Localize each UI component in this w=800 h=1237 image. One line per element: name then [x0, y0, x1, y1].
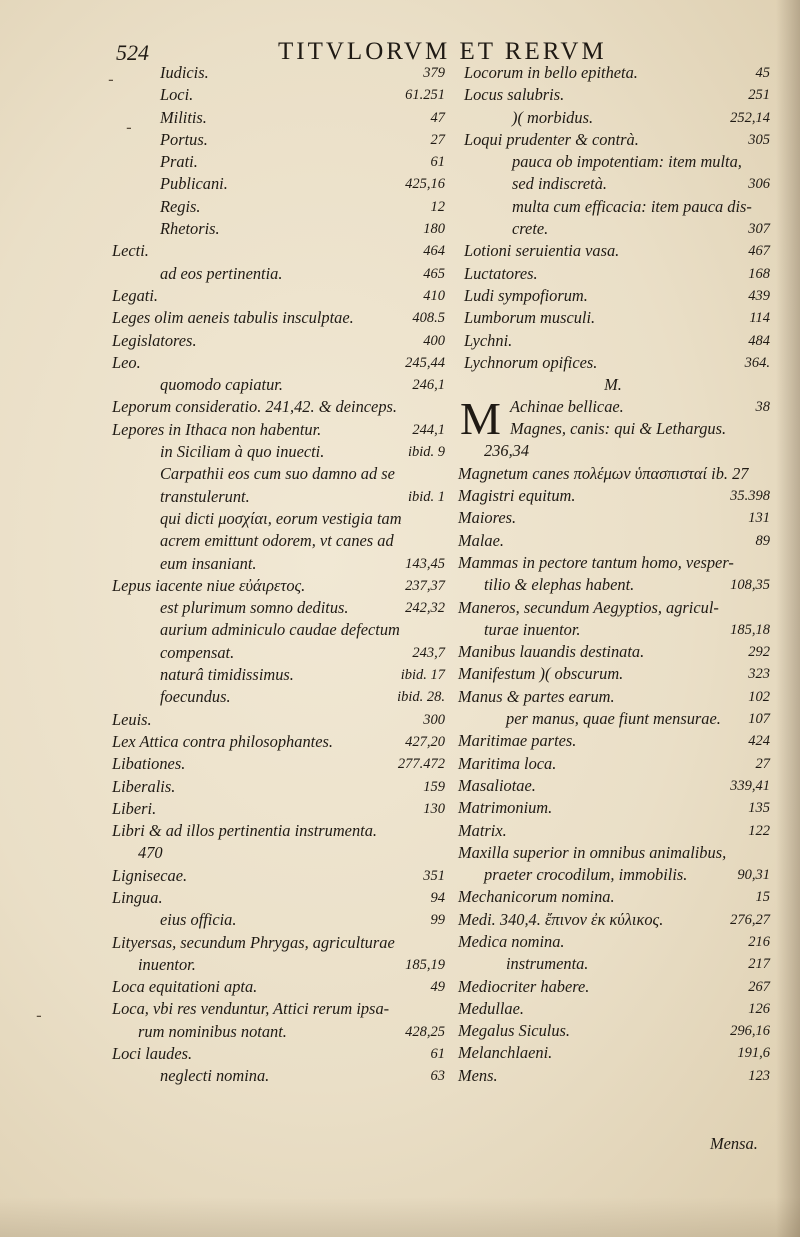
page-reference: 467 [748, 243, 770, 260]
index-entry [104, 619, 449, 641]
page-reference: 35.398 [730, 488, 770, 505]
page-reference: 244,1 [412, 421, 445, 438]
index-term: transtulerunt. [160, 486, 250, 506]
index-entry [452, 730, 774, 752]
index-term: inuentor. [138, 954, 196, 974]
page-reference: 159 [423, 778, 445, 795]
index-entry [104, 753, 449, 775]
index-term: Megalus Siculus. [458, 1021, 570, 1041]
index-entry [452, 842, 774, 864]
index-entry [452, 597, 774, 619]
index-entry [452, 998, 774, 1020]
index-entry [104, 396, 449, 418]
index-entry [104, 107, 449, 129]
index-entry [452, 240, 774, 262]
index-term: 470 [138, 843, 163, 863]
index-term: Maritima loca. [458, 753, 557, 773]
index-term: Mens. [458, 1065, 498, 1085]
page-reference: 484 [748, 332, 770, 349]
index-term: Medi. 340,4. ἔπινον ἐκ κύλικος. [458, 909, 664, 929]
index-entry [452, 1020, 774, 1042]
page-reference: 465 [423, 265, 445, 282]
index-term: eius officia. [160, 910, 237, 930]
page-reference: 15 [755, 889, 770, 906]
index-term: turae inuentor. [484, 619, 581, 639]
index-entry [452, 797, 774, 819]
page-reference: 45 [755, 65, 770, 81]
index-term: Leporum consideratio. 241,42. & deinceps. [112, 397, 397, 417]
index-term: aurium adminiculo caudae defectum [160, 620, 400, 640]
index-term: Liberalis. [112, 776, 176, 796]
page-reference: 114 [749, 310, 770, 327]
index-entry [104, 932, 449, 954]
index-entry [452, 151, 774, 173]
page-reference: 191,6 [737, 1045, 770, 1062]
index-term: Loqui prudenter & contrà. [464, 129, 639, 149]
index-entry [104, 330, 449, 352]
index-entry [452, 931, 774, 953]
index-entry [104, 151, 449, 173]
index-entry [104, 776, 449, 798]
page-reference: 276,27 [730, 911, 770, 928]
index-entry [104, 307, 449, 329]
index-term: Loci. [160, 85, 194, 105]
page-bottom-shadow [0, 1197, 800, 1237]
index-term: Libationes. [112, 754, 186, 774]
page-reference: 131 [748, 510, 770, 527]
index-term: Portus. [160, 129, 208, 149]
right-column-l-entries [452, 62, 774, 374]
index-term: praeter crocodilum, immobilis. [484, 865, 688, 885]
page-reference: 410 [423, 287, 445, 304]
index-term: Mediocriter habere. [458, 976, 590, 996]
index-entry [452, 864, 774, 886]
index-term: Manus & partes earum. [458, 686, 615, 706]
page-reference: 427,20 [405, 733, 445, 750]
index-entry [452, 909, 774, 931]
index-entry [452, 1065, 774, 1087]
index-entry [104, 196, 449, 218]
index-term: Magistri equitum. [458, 486, 576, 506]
index-entry [452, 352, 774, 374]
index-entry [452, 218, 774, 240]
page-reference: 180 [423, 221, 445, 238]
index-term: Lepus iacente niue εὐάιρετος. [112, 575, 306, 595]
index-entry [104, 530, 449, 552]
index-term: rum nominibus notant. [138, 1021, 287, 1041]
index-term: eum insaniant. [160, 553, 257, 573]
index-entry [104, 508, 449, 530]
page-reference: 38 [755, 399, 770, 416]
page-reference: 27 [430, 131, 445, 148]
page-reference: 143,45 [405, 555, 445, 572]
index-entry [104, 1065, 449, 1087]
index-entry [452, 396, 774, 418]
index-entry [452, 574, 774, 596]
index-term: Loca equitationi apta. [112, 977, 258, 997]
index-entry [452, 129, 774, 151]
page-reference: 464 [423, 243, 445, 260]
page-reference: 135 [748, 800, 770, 817]
page-reference: ibid. 1 [407, 488, 445, 505]
page-reference: ibid. 9 [407, 444, 445, 461]
index-term: Malae. [458, 530, 504, 550]
index-term: Lingua. [112, 887, 163, 907]
index-term: Carpathii eos cum suo damno ad se [160, 464, 395, 484]
index-term: 236,34 [484, 441, 530, 461]
index-term: Mammas in pectore tantum homo, vesper- [458, 552, 734, 572]
index-term: Matrix. [458, 820, 507, 840]
index-term: Melanchlaeni. [458, 1043, 553, 1063]
right-column-m-entries [452, 440, 774, 1087]
index-entry [452, 820, 774, 842]
index-term: in Siciliam à quo inuecti. [160, 442, 325, 462]
index-term: tilio & elephas habent. [484, 575, 635, 595]
index-term: Lex Attica contra philosophantes. [112, 731, 333, 751]
page-reference: ibid. 17 [400, 667, 445, 684]
index-term: instrumenta. [506, 954, 589, 974]
margin-mark: - [126, 118, 132, 137]
index-entry [452, 62, 774, 84]
page-reference: 300 [423, 711, 445, 728]
index-entry [452, 775, 774, 797]
index-term: Prati. [160, 152, 198, 172]
index-term: Masaliotae. [458, 775, 536, 795]
page-reference: 130 [423, 800, 445, 817]
index-entry [104, 575, 449, 597]
page-reference: 251 [748, 87, 770, 104]
index-term: Maneros, secundum Aegyptios, agricul- [458, 597, 719, 617]
index-entry [104, 240, 449, 262]
index-entry [104, 642, 449, 664]
index-term: est plurimum somno deditus. [160, 598, 349, 618]
page-reference: 424 [748, 733, 770, 750]
index-term: per manus, quae fiunt mensurae. [506, 709, 721, 729]
index-entry [452, 84, 774, 106]
index-entry [104, 129, 449, 151]
index-entry [452, 663, 774, 685]
page-reference: 94 [430, 889, 445, 906]
page-reference: 217 [748, 956, 770, 973]
page-reference: 400 [423, 332, 445, 349]
index-entry [104, 887, 449, 909]
index-entry [452, 530, 774, 552]
index-entry [104, 865, 449, 887]
page-reference: 242,32 [405, 600, 445, 617]
index-entry [104, 285, 449, 307]
page-reference: 107 [748, 711, 770, 728]
index-entry [452, 753, 774, 775]
index-entry [104, 597, 449, 619]
index-term: )( morbidus. [512, 107, 594, 127]
index-entry [452, 463, 774, 485]
index-term: Medullae. [458, 998, 524, 1018]
index-term: Lychnorum opifices. [464, 352, 598, 372]
index-term: foecundus. [160, 687, 231, 707]
index-term: Matrimonium. [458, 798, 553, 818]
page-reference: 126 [748, 1000, 770, 1017]
page-reference: 296,16 [730, 1023, 770, 1040]
index-term: Lepores in Ithaca non habentur. [112, 419, 322, 439]
index-term: Lotioni seruientia vasa. [464, 241, 620, 261]
index-entry [452, 976, 774, 998]
page-reference: 428,25 [405, 1023, 445, 1040]
page-reference: 61.251 [405, 87, 445, 104]
index-term: ad eos pertinentia. [160, 263, 283, 283]
page-reference: 61 [430, 154, 445, 171]
index-term: Lityersas, secundum Phrygas, agriculturae [112, 932, 395, 952]
page-reference: 307 [748, 221, 770, 238]
index-entry [104, 486, 449, 508]
index-entry [104, 218, 449, 240]
page-reference: 12 [430, 198, 445, 215]
margin-mark: - [108, 70, 114, 89]
index-entry [104, 976, 449, 998]
page-reference: 351 [423, 867, 445, 884]
index-term: crete. [512, 219, 549, 239]
index-entry [104, 909, 449, 931]
index-entry [104, 1021, 449, 1043]
page-reference: 90,31 [737, 867, 770, 884]
page-reference: 47 [430, 109, 445, 126]
index-term: quomodo capiatur. [160, 375, 283, 395]
index-entry [104, 842, 449, 864]
page-reference: 364. [744, 354, 770, 371]
page-reference: 306 [748, 176, 770, 193]
index-entry [104, 463, 449, 485]
section-letter-heading: M. [604, 375, 622, 395]
page-reference: 408.5 [412, 310, 445, 327]
index-term: Loca, vbi res venduntur, Attici rerum ipsa- [112, 999, 390, 1019]
index-term: Luctatores. [464, 263, 538, 283]
page-reference: 379 [423, 65, 445, 81]
decorated-initial-letter: M [460, 393, 501, 445]
page-reference: 292 [748, 644, 770, 661]
page-reference: 63 [430, 1068, 445, 1085]
page-reference: 267 [748, 978, 770, 995]
index-term: Militis. [160, 107, 207, 127]
catchword: Mensa. [710, 1134, 758, 1153]
index-entry [452, 686, 774, 708]
index-entry [452, 307, 774, 329]
page-reference: 237,37 [405, 577, 445, 594]
index-term: Lumborum musculi. [464, 308, 596, 328]
page-reference: 216 [748, 933, 770, 950]
index-entry [104, 553, 449, 575]
page-reference: 245,44 [405, 354, 445, 371]
index-entry [104, 374, 449, 396]
index-entry [104, 686, 449, 708]
index-term: qui dicti μοσχίαι, eorum vestigia tam [160, 508, 402, 528]
page-reference: 439 [748, 287, 770, 304]
page-reference: 108,35 [730, 577, 770, 594]
index-entry [452, 173, 774, 195]
index-entry [452, 886, 774, 908]
page-edge-shadow [776, 0, 800, 1237]
index-entry [452, 418, 774, 440]
index-entry [104, 173, 449, 195]
index-term: sed indiscretà. [512, 174, 607, 194]
index-entry [452, 107, 774, 129]
page-number: 524 [116, 40, 149, 65]
index-term: Manifestum )( obscurum. [458, 664, 624, 684]
page-reference: ibid. 28. [397, 689, 445, 706]
index-term: Rhetoris. [160, 219, 220, 239]
index-entry [104, 84, 449, 106]
index-term: Magnes, canis: qui & Lethargus. [510, 419, 727, 439]
index-term: Maxilla superior in omnibus animalibus, [458, 842, 727, 862]
index-column-left [104, 62, 449, 1088]
page-reference: 168 [748, 265, 770, 282]
index-term: Locus salubris. [464, 85, 565, 105]
index-entry [104, 352, 449, 374]
index-term: Leo. [112, 352, 141, 372]
page-reference: 185,19 [405, 956, 445, 973]
page-reference: 49 [430, 979, 445, 996]
index-term: compensat. [160, 642, 235, 662]
index-term: Legati. [112, 285, 158, 305]
index-term: Regis. [160, 196, 201, 216]
index-entry [104, 1043, 449, 1065]
index-entry [452, 708, 774, 730]
index-term: Leuis. [112, 709, 152, 729]
page-reference: 61 [430, 1046, 445, 1063]
page-reference: 102 [748, 688, 770, 705]
page-reference: 252,14 [730, 109, 770, 126]
index-term: Publicani. [160, 174, 228, 194]
index-term: Lychni. [464, 330, 513, 350]
index-entry [104, 731, 449, 753]
index-term: Leges olim aeneis tabulis insculptae. [112, 308, 354, 328]
page-reference: 99 [430, 912, 445, 929]
index-entry [452, 619, 774, 641]
page-reference: 425,16 [405, 176, 445, 193]
index-entry [452, 552, 774, 574]
index-entry [452, 285, 774, 307]
index-entry [104, 419, 449, 441]
index-entry [104, 709, 449, 731]
index-term: Achinae bellicae. [510, 397, 624, 417]
page-reference: 339,41 [730, 777, 770, 794]
index-entry [452, 953, 774, 975]
page-reference: 277.472 [397, 756, 445, 773]
index-term: Loci laudes. [112, 1044, 193, 1064]
index-entry [452, 196, 774, 218]
index-term: Iudicis. [160, 63, 209, 82]
index-entry [104, 664, 449, 686]
index-entry [104, 798, 449, 820]
page-reference: 246,1 [412, 377, 445, 394]
index-term: Locorum in bello epitheta. [464, 63, 638, 82]
index-term: Magnetum canes πολέμων ὑπασπισταί ib. 27 [458, 463, 749, 483]
index-term: neglecti nomina. [160, 1066, 270, 1086]
index-term: Ludi sympofiorum. [464, 285, 588, 305]
index-entry [452, 641, 774, 663]
index-term: acrem emittunt odorem, vt canes ad [160, 531, 394, 551]
index-term: Lignisecae. [112, 865, 188, 885]
index-term: Mechanicorum nomina. [458, 887, 615, 907]
page-reference: 305 [748, 131, 770, 148]
page-reference: 122 [748, 822, 770, 839]
index-term: naturâ timidissimus. [160, 665, 294, 685]
page-reference: 323 [748, 666, 770, 683]
running-title: TITVLORVM ET RERVM [278, 38, 607, 65]
page-reference: 89 [755, 532, 770, 549]
margin-mark: - [36, 1006, 42, 1025]
index-entry [452, 1042, 774, 1064]
page-reference: 185,18 [730, 621, 770, 638]
page-reference: 123 [748, 1067, 770, 1084]
index-entry [104, 820, 449, 842]
index-column-right [452, 62, 774, 1087]
index-entry [104, 998, 449, 1020]
index-term: Lecti. [112, 241, 149, 261]
index-entry [104, 263, 449, 285]
index-term: Libri & ad illos pertinentia instrumenta. [112, 821, 377, 841]
page-reference: 243,7 [412, 644, 445, 661]
page-reference: 27 [755, 755, 770, 772]
index-entry [452, 485, 774, 507]
index-entry [452, 263, 774, 285]
index-term: Maritimae partes. [458, 731, 577, 751]
index-term: Legislatores. [112, 330, 197, 350]
index-entry [104, 954, 449, 976]
index-term: Medica nomina. [458, 931, 565, 951]
index-term: Maiores. [458, 508, 517, 528]
index-entry [104, 441, 449, 463]
index-term: multa cum efficacia: item pauca dis- [512, 196, 752, 216]
index-entry [452, 507, 774, 529]
index-term: Liberi. [112, 798, 157, 818]
index-entry [452, 440, 774, 462]
index-entry [104, 62, 449, 84]
index-term: Manibus lauandis destinata. [458, 642, 645, 662]
index-entry [452, 330, 774, 352]
index-term: pauca ob impotentiam: item multa, [512, 152, 742, 172]
initial-block [452, 393, 774, 445]
